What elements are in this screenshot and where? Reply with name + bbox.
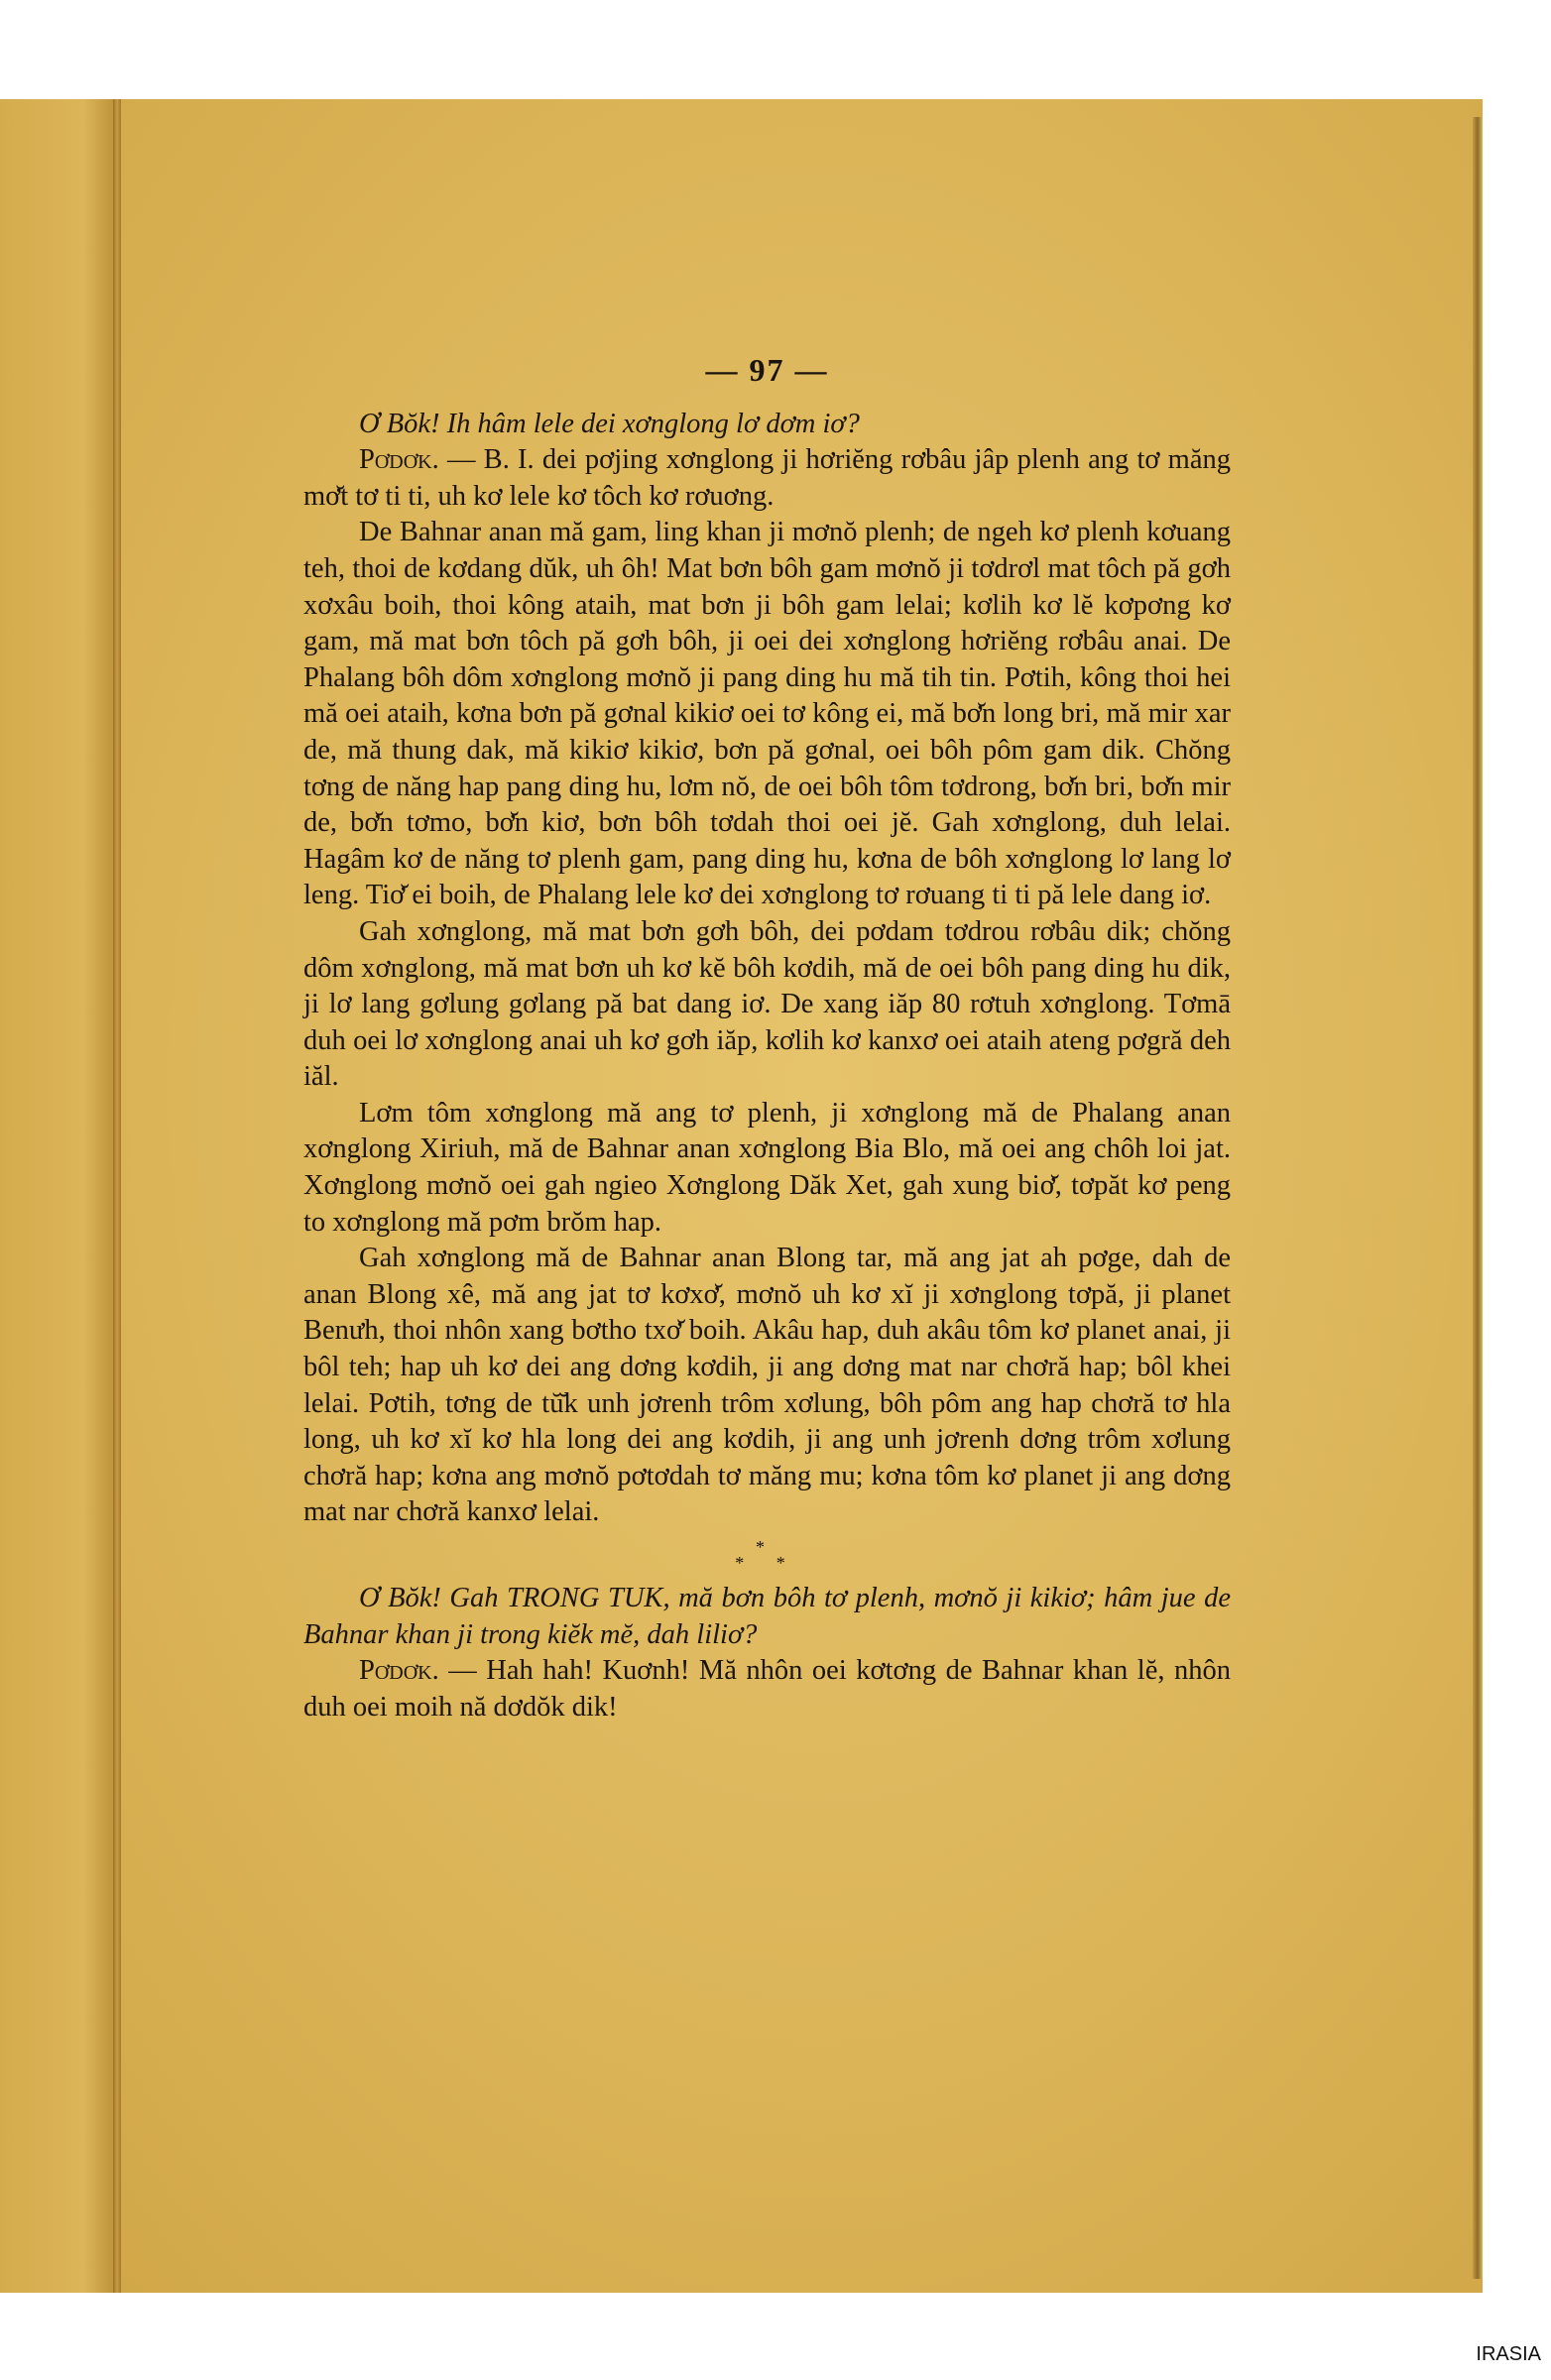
separator-top-star: * <box>756 1537 778 1557</box>
answer-2 <box>303 1653 1231 1726</box>
text-block <box>303 352 1231 1726</box>
answer-2-speaker: Pơdơk. <box>359 1655 439 1687</box>
answer-1-speaker: Pơdơk. <box>359 444 439 476</box>
page-number: — 97 — <box>705 352 829 388</box>
paragraph-3: Lơm tôm xơnglong mă ang tơ plenh, ji xơnglong mă de Phalang anan xơnglong Xiriuh, mă de Bahnar anan xơnglong Bia Blo, mă oei ang chôh loi jat. Xơnglong mơnŏ oei gah ngieo Xơnglong Dăk Xet, gah xung biơ̆, tơpăt kơ peng to xơnglong mă pơm brŏm hap. <box>303 1097 1231 1238</box>
answer-1 <box>303 442 1231 515</box>
irasia-watermark: IRASIA <box>1476 2343 1541 2365</box>
paragraph-2: Gah xơnglong, mă mat bơn gơh bôh, dei pơdam tơdrou rơbâu dik; chŏng dôm xơnglong, mă mat bơn uh kơ kĕ bôh kơdih, mă de oei bôh pang ding hu dik, ji lơ lang gơlung gơlang pă bat dang iơ. De xang iăp 80 rơtuh xơnglong. Tơmā duh oei lơ xơnglong anai uh kơ gơh iăp, kơlih kơ kanxơ oei ataih ateng pơgră deh iăl. <box>303 915 1231 1093</box>
left-leaf <box>0 99 119 2293</box>
paragraph-4: Gah xơnglong mă de Bahnar anan Blong tar, mă ang jat ah pơge, dah de anan Blong xê, mă ang jat tơ kơxơ̆, mơnŏ uh kơ xĭ ji xơnglong tơpă, ji planet Benưh, thoi nhôn xang bơtho txơ̆ boih. Akâu hap, duh akâu tôm kơ planet anai, ji bôl teh; hap uh kơ dei ang dơng kơdih, ji ang dơng mat nar chơră hap; bôl khei lelai. Pơtih, tơng de tŭ̆k unh jơrenh trôm xơlung, bôh pôm ang hap chơră tơ hla long, uh kơ xĭ kơ hla long dei ang kơdih, ji ang unh jơrenh dơng trôm xơlung chơră hap; kơna ang mơnŏ pơtơdah tơ măng mu; kơna tôm kơ planet ji ang dơng mat nar chơră kanxơ lelai. <box>303 1243 1231 1528</box>
answer-2-text: — Hah hah! Kuơnh! Mă nhôn oei kơtơng de Bahnar khan lĕ, nhôn duh oei moih nă dơdŏk dik! <box>303 1655 1231 1723</box>
question-1: Ơ Bŏk! Ih hâm lele dei xơnglong lơ dơm iơ? <box>359 408 860 439</box>
paragraph-1: De Bahnar anan mă gam, ling khan ji mơnŏ plenh; de ngeh kơ plenh kơuang teh, thoi de kơdang dŭk, uh ôh! Mat bơn bôh gam mơnŏ ji tơdrơl mat tôch pă gơh xơxâu boih, thoi kông ataih, mat bơn ji bôh gam lelai; kơlih kơ lĕ kơpơng kơ gam, mă mat bơn tôch pă gơh bôh, ji oei dei xơnglong hơriĕng rơbâu anai. De Phalang bôh dôm xơnglong mơnŏ ji pang ding hu mă tih tin. Pơtih, kông thoi hei mă oei ataih, kơna bơn pă gơnal kikiơ oei tơ kông ei, mă bơ̆n long bri, mă mir xar de, mă thung dak, mă kikiơ kikiơ, bơn pă gơnal, oei bôh pôm gam dik. Chŏng tơng de năng hap pang ding hu, lơm nŏ, de oei bôh tôm tơdrong, bơ̆n bri, bơ̆n mir de, bơ̆n tơmo, bơ̆n kiơ, bơn bôh tơdah thoi oei jĕ. Gah xơnglong, duh lelai. Hagâm kơ de năng tơ plenh gam, pang ding hu, kơna de bôh xơnglong lơ lang lơ leng. Tiơ̆ ei boih, de Phalang lele kơ dei xơnglong tơ rơuang ti ti pă lele dang iơ. <box>303 517 1231 911</box>
question-2: Ơ Bŏk! Gah TRONG TUK, mă bơn bôh tơ plenh, mơnŏ ji kikiơ; hâm jue de Bahnar khan ji trong kiĕk mĕ, dah liliơ? <box>303 1583 1231 1650</box>
section-separator <box>303 1539 1231 1571</box>
page-edge <box>1473 117 1483 2279</box>
book-spine <box>113 99 121 2293</box>
answer-1-text: — B. I. dei pơjing xơnglong ji hơriĕng rơbâu jâp plenh ang tơ măng mơ̆t tơ ti ti, uh kơ lele kơ tôch kơ rơuơng. <box>303 444 1231 512</box>
separator-bottom-stars: * * <box>735 1553 799 1573</box>
